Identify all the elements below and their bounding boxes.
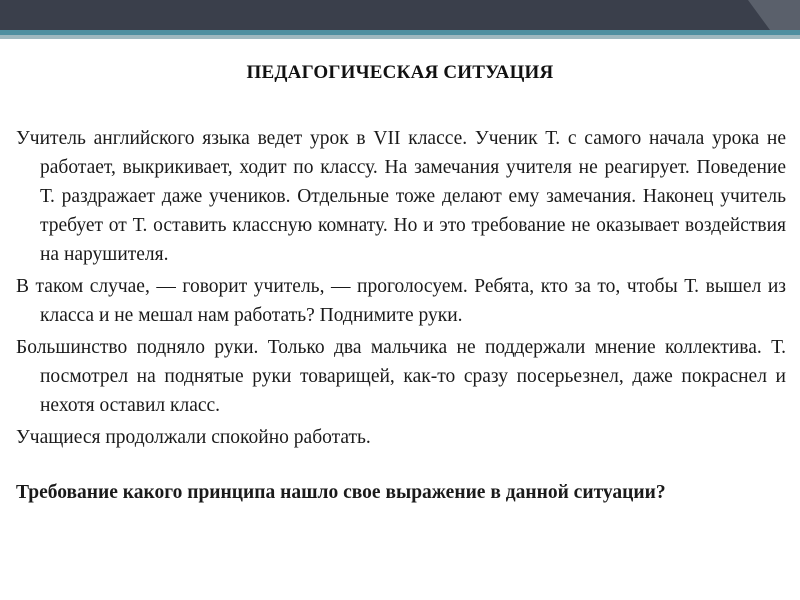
header-corner-decoration xyxy=(748,0,770,30)
slide-body xyxy=(16,124,786,510)
paragraph-situation: Учитель английского языка ведет урок в VII классе. Ученик Т. с самого начала урока не работает, выкрикивает, ходит по классу. На замечания учителя не реагирует. Поведение Т. раздражает даже учеников. Отдельные тоже делают ему замечания. Наконец учитель требует от Т. оставить классную комнату. Но и это требование не оказывает воздействия на нарушителя. xyxy=(16,128,786,265)
slide-title: ПЕДАГОГИЧЕСКАЯ СИТУАЦИЯ xyxy=(246,62,554,83)
header-corner-block xyxy=(770,0,800,30)
paragraph-teacher-vote: В таком случае, — говорит учитель, — проголосуем. Ребята, кто за то, чтобы Т. вышел из класса и не мешал нам работать? Поднимите руки. xyxy=(16,276,786,326)
paragraph-outcome: Учащиеся продолжали спокойно работать. xyxy=(16,427,371,448)
header-light-stripe xyxy=(0,35,800,39)
paragraph-class-reaction: Большинство подняло руки. Только два мальчика не поддержали мнение коллектива. Т. посмотрел на поднятые руки товарищей, как-то сразу посерьезнел, даже покраснел и нехотя оставил класс. xyxy=(16,337,786,416)
header-bar xyxy=(0,0,800,30)
question-text: Требование какого принципа нашло свое выражение в данной ситуации? xyxy=(16,482,666,503)
